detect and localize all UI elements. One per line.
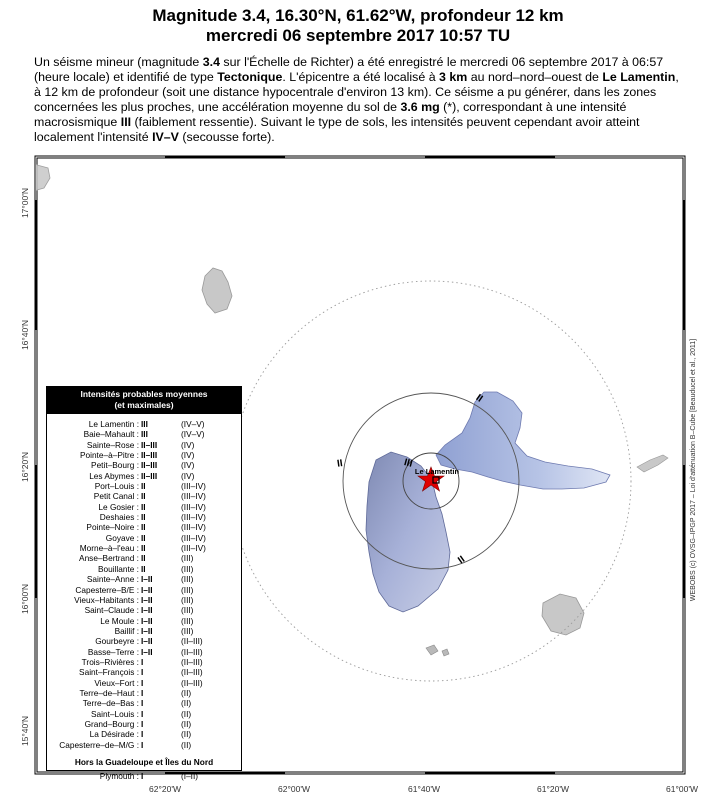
ring-label-ii-west: II	[336, 458, 344, 470]
mean-intensity: II	[141, 501, 146, 512]
max-intensity: (III–IV)	[181, 522, 206, 533]
intensity-legend	[46, 386, 242, 781]
max-intensity: (IV–V)	[181, 419, 205, 429]
lat-label: 16°20'N	[20, 451, 30, 483]
mean-intensity: I–II	[141, 636, 153, 647]
town-name: Sainte–Rose :	[86, 439, 139, 450]
max-intensity: (II–III)	[181, 646, 203, 657]
town-name: Le Gosier :	[98, 501, 139, 512]
town-name: Morne–à–l'eau :	[79, 543, 139, 554]
mean-intensity: I	[141, 698, 144, 709]
island-grande-terre	[436, 392, 610, 489]
legend-subtitle: (et maximales)	[114, 400, 174, 410]
legend-row	[47, 605, 241, 615]
legend-title: Intensités probables moyennes	[80, 389, 208, 399]
legend-row	[47, 450, 241, 460]
legend-row	[47, 636, 241, 646]
mean-intensity: II	[141, 481, 146, 492]
mean-intensity: I–II	[141, 574, 153, 585]
legend-row	[47, 647, 241, 657]
lat-label: 16°40'N	[20, 319, 30, 351]
max-intensity: (II)	[181, 718, 192, 729]
town-name: Baillif :	[114, 625, 139, 636]
max-intensity: (IV)	[181, 470, 195, 481]
legend-outside-rows	[47, 768, 241, 781]
island-marie-galante	[542, 594, 584, 635]
town-name: Vieux–Fort :	[94, 677, 139, 688]
ring-label-iii: III	[402, 457, 414, 470]
lon-label: 61°20'W	[537, 784, 569, 794]
town-name: Capesterre–de–M/G :	[59, 739, 139, 750]
mean-intensity: II	[141, 553, 146, 564]
max-intensity: (III–IV)	[181, 481, 206, 492]
legend-row	[47, 626, 241, 636]
town-name: Grand–Bourg :	[84, 718, 139, 729]
town-name: Saint–François :	[79, 667, 139, 678]
legend-row	[47, 688, 241, 698]
epicenter-town-label: Le Lamentin	[414, 467, 460, 476]
max-intensity: (III)	[181, 584, 194, 595]
legend-row	[47, 522, 241, 532]
legend-row	[47, 698, 241, 708]
legend-row	[47, 553, 241, 563]
max-intensity: (III)	[181, 563, 194, 574]
legend-row	[47, 678, 241, 688]
legend-row	[47, 502, 241, 512]
legend-row	[47, 771, 241, 781]
legend-row	[47, 667, 241, 677]
mean-intensity: I–II	[141, 605, 153, 616]
max-intensity: (III)	[181, 594, 194, 605]
town-name: Bouillante :	[97, 563, 139, 574]
max-intensity: (II–III)	[181, 656, 203, 667]
mean-intensity: II	[141, 543, 146, 554]
mean-intensity: I	[141, 667, 144, 678]
mean-intensity: I–II	[141, 646, 153, 657]
legend-rows	[47, 414, 241, 750]
town-name: Anse–Bertrand :	[79, 553, 139, 564]
ring-label-ii-south: II	[456, 554, 468, 567]
lon-label: 61°00'W	[666, 784, 698, 794]
town-name: Port–Louis :	[94, 481, 139, 492]
legend-row	[47, 740, 241, 750]
town-name: Sainte–Anne :	[86, 574, 139, 585]
legend-row	[47, 574, 241, 584]
mean-intensity: I	[141, 739, 144, 750]
max-intensity: (II)	[181, 739, 192, 750]
legend-header	[47, 387, 241, 414]
town-name: Le Moule :	[100, 615, 139, 626]
lon-label: 62°20'W	[149, 784, 181, 794]
max-intensity: (III–IV)	[181, 532, 206, 543]
mean-intensity: II–III	[141, 470, 158, 481]
legend-row	[47, 512, 241, 522]
mean-intensity: III	[141, 429, 148, 440]
lat-label: 17°00'N	[20, 187, 30, 219]
town-name: Pointe–Noire :	[86, 522, 139, 533]
town-name: Baie–Mahault :	[83, 429, 139, 440]
max-intensity: (IV)	[181, 460, 195, 471]
town-name: Basse–Terre :	[87, 646, 139, 657]
island-les-saintes	[426, 645, 449, 656]
town-name: Capesterre–B/E :	[75, 584, 139, 595]
town-name: Petit Canal :	[93, 491, 139, 502]
town-name: Pointe–à–Pitre :	[79, 450, 139, 461]
legend-row	[47, 719, 241, 729]
mean-intensity: I	[141, 677, 144, 688]
max-intensity: (II–III)	[181, 667, 203, 678]
max-intensity: (II)	[181, 729, 192, 740]
max-intensity: (IV)	[181, 450, 195, 461]
island-la-desirade	[637, 455, 668, 472]
town-name: Vieux–Habitants :	[74, 594, 139, 605]
legend-row	[47, 471, 241, 481]
mean-intensity: II	[141, 563, 146, 574]
max-intensity: (III)	[181, 574, 194, 585]
island-antigua-edge	[37, 165, 50, 190]
legend-row	[47, 533, 241, 543]
legend-row	[47, 595, 241, 605]
max-intensity: (II)	[181, 698, 192, 709]
lon-label: 61°40'W	[408, 784, 440, 794]
max-intensity: (IV–V)	[181, 429, 205, 440]
town-name: Plymouth :	[99, 771, 139, 781]
max-intensity: (II–III)	[181, 677, 203, 688]
mean-intensity: III	[141, 419, 148, 429]
legend-row	[47, 729, 241, 739]
max-intensity: (III)	[181, 615, 194, 626]
mean-intensity: II–III	[141, 460, 158, 471]
mean-intensity: I–II	[141, 615, 153, 626]
legend-row	[47, 709, 241, 719]
town-name: Terre–de–Bas :	[82, 698, 139, 709]
legend-row	[47, 657, 241, 667]
town-name: Deshaies :	[99, 512, 139, 523]
town-name: Goyave :	[105, 532, 139, 543]
mean-intensity: I–II	[141, 625, 153, 636]
town-name: Le Lamentin :	[88, 419, 139, 429]
max-intensity: (III–IV)	[181, 501, 206, 512]
mean-intensity: II–III	[141, 450, 158, 461]
max-intensity: (III)	[181, 625, 194, 636]
legend-row	[47, 460, 241, 470]
event-description: Un séisme mineur (magnitude 3.4 sur l'Échelle de Richter) a été enregistré le mercredi 06 septembre 2017 à 06:57 (heure locale) et identifié de type Tectonique. L'épicentre a été localisé à 3 km au nord–nord–ouest de Le Lamentin, à 12 km de profondeur (soit une distance hypocentrale d'environ 13 km). Ce séisme a pu générer, dans les zones concernées les plus proches, une accélération moyenne du sol de 3.6 mg (*), correspondant à une intensité macrosismique III (faiblement ressentie). Suivant le type de sols, les intensités peuvent cependant avoir atteint localement l'intensité IV–V (secousse forte).	[34, 55, 679, 144]
max-intensity: (II)	[181, 687, 192, 698]
mean-intensity: II	[141, 532, 146, 543]
legend-outside-title: Hors la Guadeloupe et Îles du Nord	[74, 757, 214, 767]
legend-row	[47, 491, 241, 501]
town-name: Les Abymes :	[89, 470, 139, 481]
town-name: Saint–Louis :	[91, 708, 139, 719]
legend-row	[47, 481, 241, 491]
max-intensity: (II–III)	[181, 636, 203, 647]
mean-intensity: I	[141, 718, 144, 729]
legend-row	[47, 440, 241, 450]
max-intensity: (III)	[181, 553, 194, 564]
map-credit: WEBOBS (c) OVSG–IPGP 2017 – Loi d'atténuation B–Cube [Beauducel et al., 2011]	[690, 338, 697, 602]
max-intensity: (III)	[181, 605, 194, 616]
max-intensity: (IV)	[181, 439, 195, 450]
town-name: Saint–Claude :	[84, 605, 139, 616]
report-date: mercredi 06 septembre 2017 10:57 TU	[205, 26, 511, 45]
island-montserrat	[202, 268, 232, 313]
max-intensity: (II)	[181, 708, 192, 719]
town-name: Trois–Rivières :	[81, 656, 139, 667]
legend-row	[47, 543, 241, 553]
lon-label: 62°00'W	[278, 784, 310, 794]
lat-label: 16°00'N	[20, 583, 30, 615]
mean-intensity: II–III	[141, 439, 158, 450]
town-name: Terre–de–Haut :	[79, 687, 139, 698]
mean-intensity: I	[141, 771, 144, 781]
legend-row	[47, 429, 241, 439]
report-title: Magnitude 3.4, 16.30°N, 61.62°W, profondeur 12 km	[152, 6, 564, 25]
mean-intensity: II	[141, 491, 146, 502]
legend-row	[47, 419, 241, 429]
town-name: Gourbeyre :	[95, 636, 139, 647]
lat-label: 15°40'N	[20, 715, 30, 747]
mean-intensity: I	[141, 708, 144, 719]
ring-label-ii-north: II	[473, 392, 485, 405]
max-intensity: (III–IV)	[181, 491, 206, 502]
town-name: Petit–Bourg :	[91, 460, 139, 471]
mean-intensity: I	[141, 729, 144, 740]
mean-intensity: I–II	[141, 584, 153, 595]
mean-intensity: I–II	[141, 594, 153, 605]
max-intensity: (III–IV)	[181, 543, 206, 554]
mean-intensity: II	[141, 522, 146, 533]
mean-intensity: I	[141, 687, 144, 698]
legend-row	[47, 616, 241, 626]
mean-intensity: I	[141, 656, 144, 667]
town-name: La Désirade :	[89, 729, 139, 740]
max-intensity: (I–II)	[181, 771, 199, 781]
legend-row	[47, 585, 241, 595]
legend-row	[47, 564, 241, 574]
mean-intensity: II	[141, 512, 146, 523]
max-intensity: (III–IV)	[181, 512, 206, 523]
